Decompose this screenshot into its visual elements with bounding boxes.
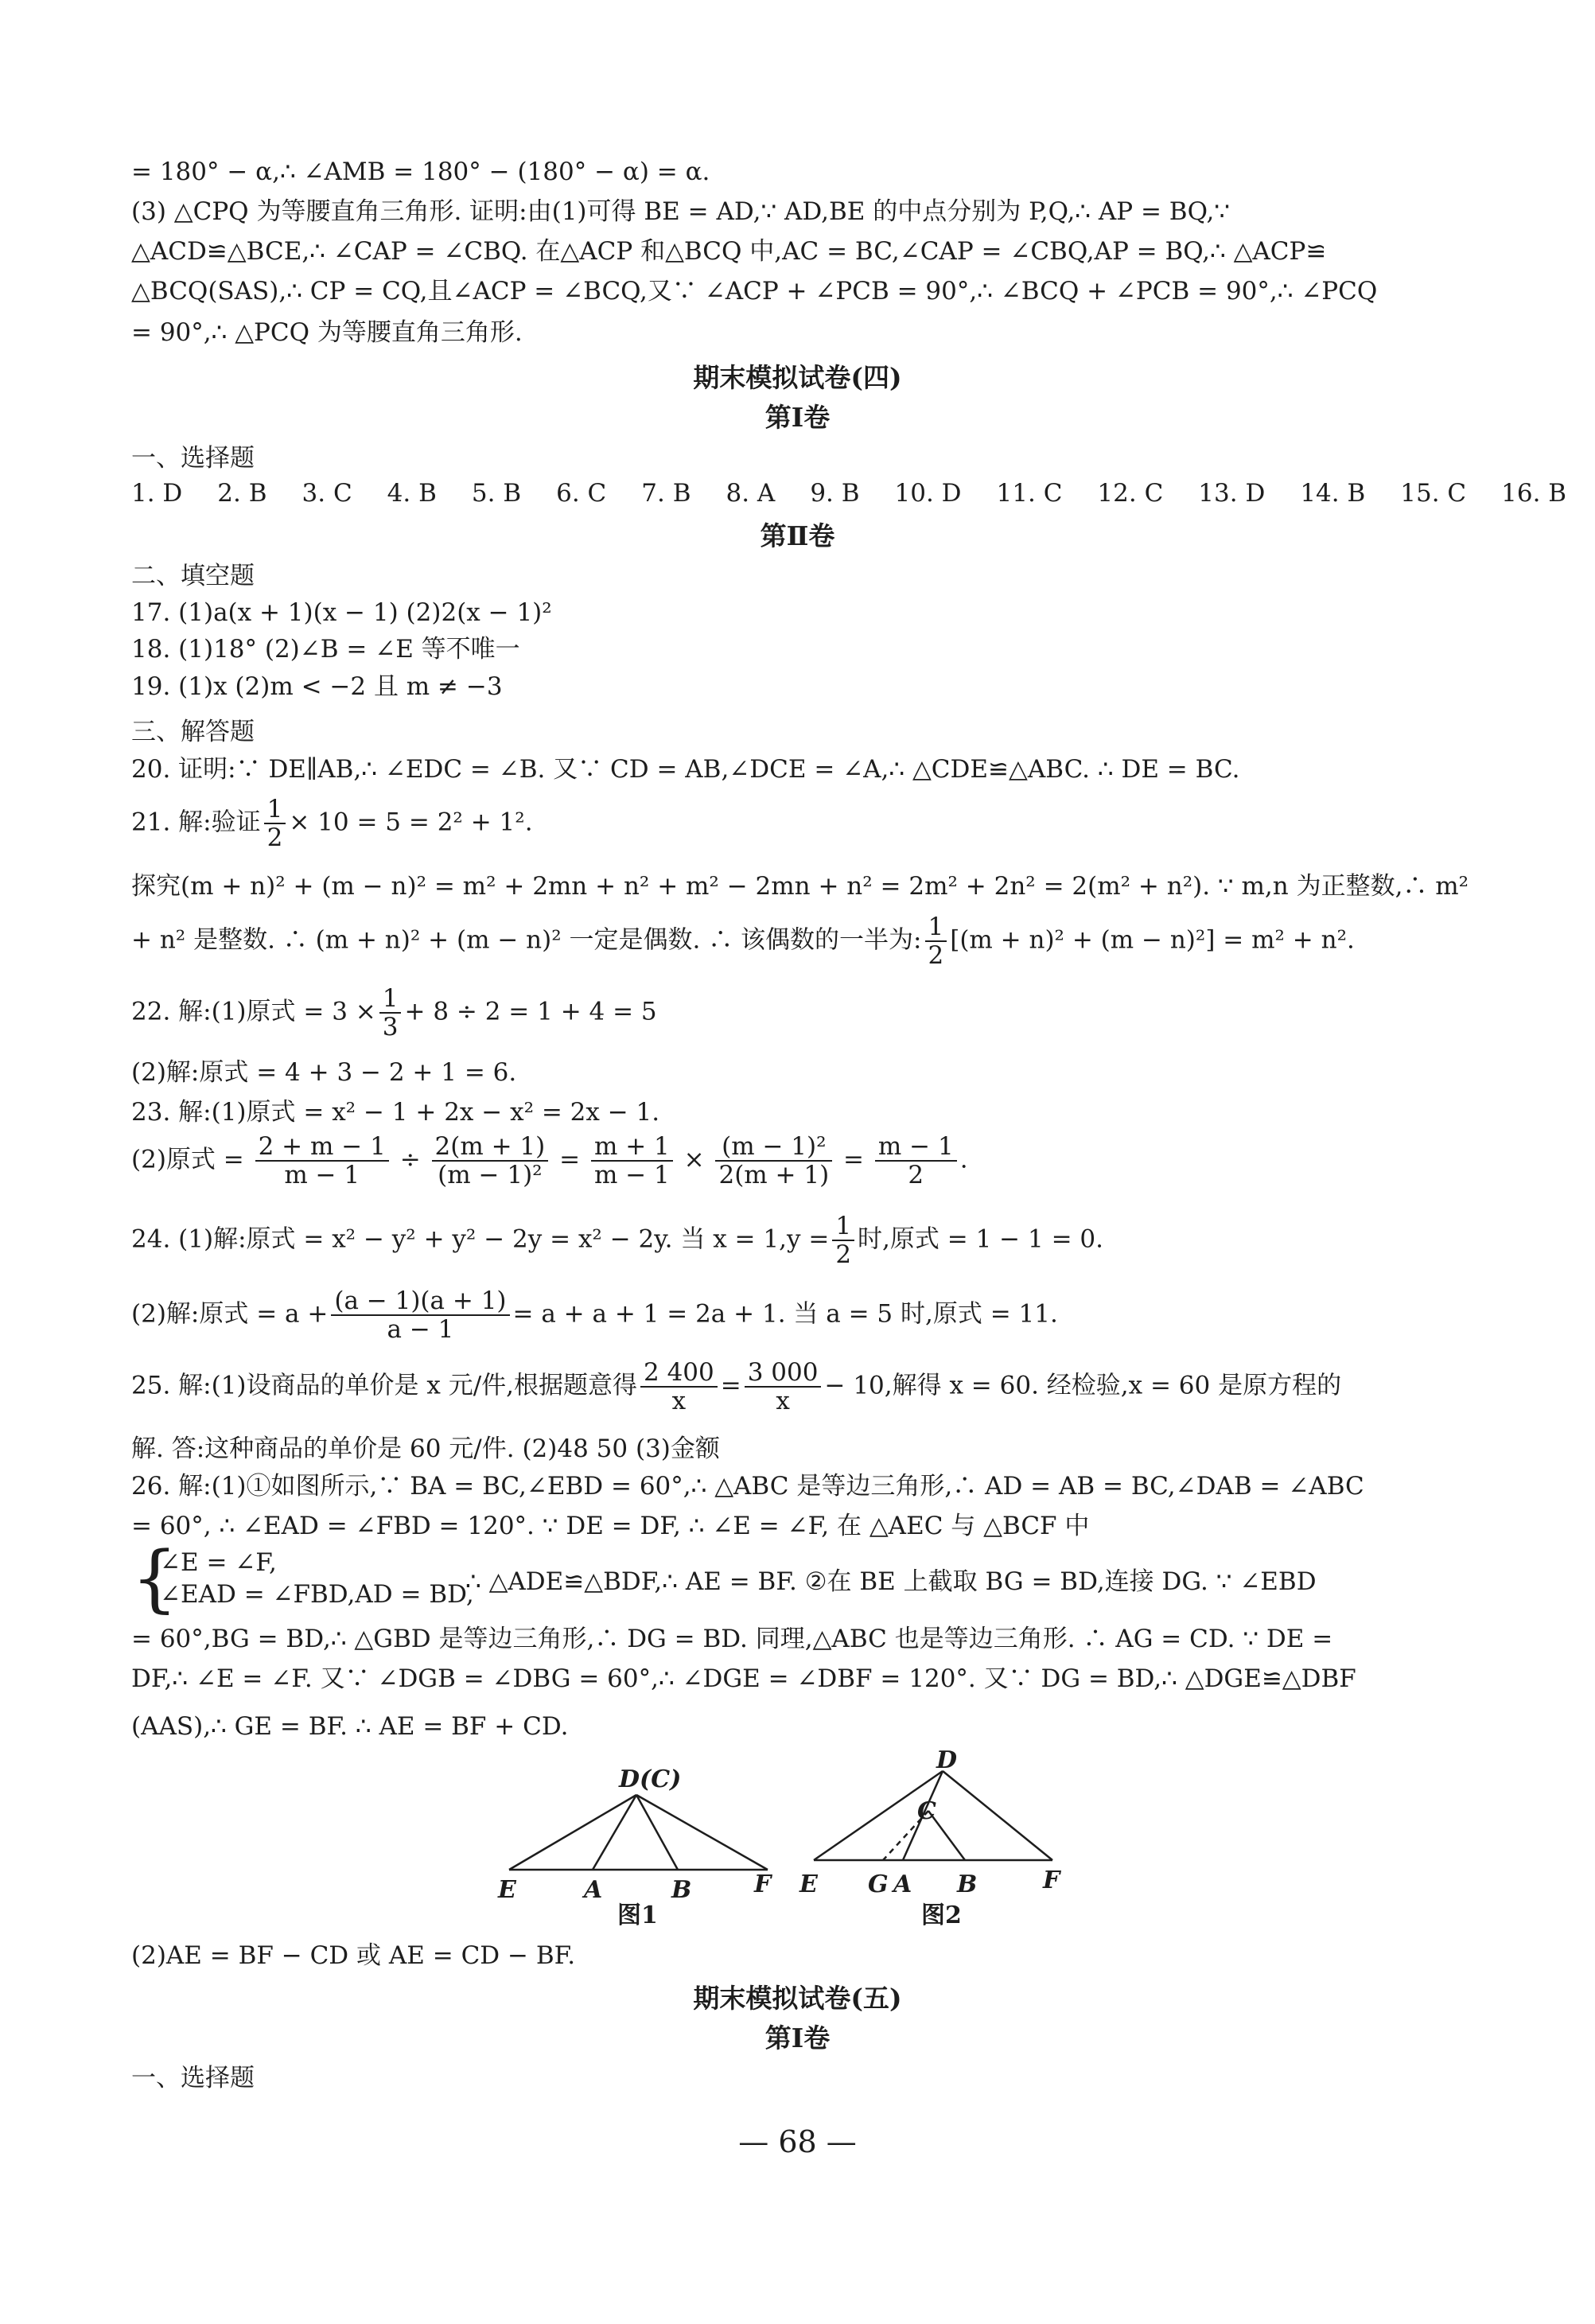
fraction: $\frac{\text{(m − 1)²}}{2(m + 1)}$ — [715, 1133, 832, 1189]
vertex-label: A — [893, 1870, 912, 1898]
part-heading: 第Ⅰ卷 — [764, 2022, 831, 2053]
fraction: $\frac{1}{2}$ — [925, 913, 947, 969]
question-21-line-2: 探究(m + n)² + (m − n)² = m² + 2mn + n² + m² − 2mn + n² = 2m² + 2n² = 2(m² + n²). ∵ m,n 为正整数,∴ m² — [131, 872, 1469, 901]
answer-item: 13. D — [1198, 479, 1266, 508]
vertex-label: B — [671, 1876, 692, 1904]
question-24-line-1: 24. (1)解:原式 = x² − y² + y² − 2y = x² − 2y. 当 x = 1,y = $\frac{1}{2}$ 时,原式 = 1 − 1 = 0. — [131, 1212, 1103, 1269]
answer-item: 10. D — [894, 479, 962, 508]
exam-title: 期末模拟试卷(五) — [693, 1983, 902, 2014]
section-heading: 一、选择题 — [131, 2064, 255, 2092]
fraction: $\frac{(a - 1)(a + 1)}{a - 1}$ — [331, 1287, 509, 1343]
answer-item: 7. B — [641, 479, 691, 508]
question-26-line-3: ∴ △ADE≌△BDF,∴ AE = BF. ②在 BE 上截取 BG = BD,连接 DG. ∵ ∠EBD — [465, 1567, 1317, 1596]
question-22-line-1: 22. 解:(1)原式 = 3 × $\frac{1}{3}$ + 8 ÷ 2 = 1 + 4 = 5 — [131, 984, 657, 1041]
part-heading: 第Ⅱ卷 — [760, 520, 835, 551]
figure-caption: 图1 — [617, 1902, 658, 1929]
answer-item: 4. B — [387, 479, 437, 508]
question-26-line-5: DF,∴ ∠E = ∠F. 又∵ ∠DGB = ∠DBG = 60°,∴ ∠DGE = ∠DBF = 120°. 又∵ DG = BD,∴ △DGE≌△DBF — [131, 1664, 1356, 1693]
fraction: $\frac{1}{3}$ — [379, 985, 402, 1041]
exam-title: 期末模拟试卷(四) — [693, 362, 902, 393]
fraction: $\frac{2(m + 1)}{\text{(m − 1)²}}$ — [432, 1133, 549, 1189]
question-21-line-1: 21. 解:验证 $\frac{1}{2}$ × 10 = 5 = 2² + 1². — [131, 795, 533, 852]
figure-caption: 图2 — [921, 1902, 962, 1929]
vertex-label: F — [754, 1870, 772, 1898]
section-heading: 一、选择题 — [131, 444, 255, 473]
fraction: $\frac{1}{2}$ — [832, 1213, 854, 1268]
fraction: $\frac{2 400}{x}$ — [640, 1359, 718, 1415]
figure-1 — [493, 1758, 788, 1909]
question-26-line-4: = 60°,BG = BD,∴ △GBD 是等边三角形,∴ DG = BD. 同理,△ABC 也是等边三角形. ∴ AG = CD. ∵ DE = — [131, 1625, 1333, 1653]
vertex-label: D — [936, 1749, 958, 1774]
question-23-line-1: 23. 解:(1)原式 = x² − 1 + 2x − x² = 2x − 1. — [131, 1098, 660, 1127]
vertex-label: F — [1043, 1867, 1060, 1894]
answer-item: 12. C — [1097, 479, 1164, 508]
vertex-label: A — [584, 1876, 603, 1904]
fraction: $\frac{2 + m - 1}{m - 1}$ — [255, 1133, 389, 1189]
part-heading: 第Ⅰ卷 — [764, 402, 831, 433]
vertex-label: G — [868, 1870, 889, 1898]
answer-item: 1. D — [131, 479, 183, 508]
question-25-line-2: 解. 答:这种商品的单价是 60 元/件. (2)48 50 (3)金额 — [131, 1434, 720, 1463]
answer-item: 5. B — [471, 479, 522, 508]
text-line: (3) △CPQ 为等腰直角三角形. 证明:由(1)可得 BE = AD,∵ AD,BE 的中点分别为 P,Q,∴ AP = BQ,∵ — [131, 197, 1231, 226]
question-26-line-2: = 60°, ∴ ∠EAD = ∠FBD = 120°. ∵ DE = DF, ∴ ∠E = ∠F, 在 △AEC 与 △BCF 中 — [131, 1512, 1090, 1540]
answer-item: 8. A — [726, 479, 776, 508]
answer-row — [131, 477, 1595, 509]
question-23-line-2: (2)原式 = $\frac{2 + m - 1}{m - 1}$ ÷ $\frac{2(m + 1)}{\text{(m − 1)²}}$ = $\frac{m + 1}{m - 1}$ × $\frac{\text{(m − 1)²}}{2(m + 1)}$ = $\frac{m - 1}{2}$ . — [131, 1132, 968, 1189]
question-18: 18. (1)18° (2)∠B = ∠E 等不唯一 — [131, 635, 520, 664]
fraction: $\frac{3 000}{x}$ — [745, 1359, 822, 1415]
page-number: — 68 — — [738, 2124, 857, 2159]
answer-item: 9. B — [810, 479, 860, 508]
vertex-label: B — [957, 1870, 978, 1898]
answer-item: 15. C — [1400, 479, 1467, 508]
answer-item: 16. B — [1501, 479, 1567, 508]
figure-2 — [792, 1749, 1078, 1908]
answer-item: 11. C — [996, 479, 1063, 508]
vertex-label: E — [799, 1870, 818, 1898]
question-17: 17. (1)a(x + 1)(x − 1) (2)2(x − 1)² — [131, 598, 552, 627]
answer-item: 3. C — [301, 479, 352, 508]
fraction: $\frac{m + 1}{m - 1}$ — [591, 1133, 673, 1189]
answer-item: 14. B — [1300, 479, 1366, 508]
question-26-line-1: 26. 解:(1)①如图所示,∵ BA = BC,∠EBD = 60°,∴ △ABC 是等边三角形,∴ AD = AB = BC,∠DAB = ∠ABC — [131, 1472, 1364, 1501]
vertex-label: E — [498, 1876, 516, 1904]
question-20: 20. 证明:∵ DE∥AB,∴ ∠EDC = ∠B. 又∵ CD = AB,∠DCE = ∠A,∴ △CDE≌△ABC. ∴ DE = BC. — [131, 755, 1240, 784]
answer-item: 6. C — [556, 479, 607, 508]
question-22-line-2: (2)解:原式 = 4 + 3 − 2 + 1 = 6. — [131, 1058, 517, 1087]
question-26-line-6: (AAS),∴ GE = BF. ∴ AE = BF + CD. — [131, 1712, 569, 1741]
fraction: $\frac{m - 1}{2}$ — [875, 1133, 957, 1189]
section-heading: 二、填空题 — [131, 562, 255, 590]
fraction: $\frac{1}{2}$ — [264, 796, 286, 851]
vertex-label: C — [917, 1797, 936, 1825]
vertex-label: D(C) — [619, 1765, 682, 1793]
answer-item: 2. B — [217, 479, 267, 508]
text-line: △BCQ(SAS),∴ CP = CQ,且∠ACP = ∠BCQ,又∵ ∠ACP + ∠PCB = 90°,∴ ∠BCQ + ∠PCB = 90°,∴ ∠PCQ — [131, 277, 1378, 306]
question-24-line-2: (2)解:原式 = a + $\frac{(a - 1)(a + 1)}{a - 1}$ = a + a + 1 = 2a + 1. 当 a = 5 时,原式 = 11. — [131, 1287, 1058, 1344]
text-line: △ACD≌△BCE,∴ ∠CAP = ∠CBQ. 在△ACP 和△BCQ 中,AC = BC,∠CAP = ∠CBQ,AP = BQ,∴ △ACP≌ — [131, 237, 1327, 266]
text-line: = 90°,∴ △PCQ 为等腰直角三角形. — [131, 318, 523, 347]
question-25-line-1: 25. 解:(1)设商品的单价是 x 元/件,根据题意得 $\frac{2 400}{x}$ = $\frac{3 000}{x}$ − 10,解得 x = 60. 经检验,x = 60 是原方程的 — [131, 1358, 1342, 1415]
question-21-line-3: + n² 是整数. ∴ (m + n)² + (m − n)² 一定是偶数. ∴ 该偶数的一半为: $\frac{1}{2}$ [(m + n)² + (m − n)²] = m² + n². — [131, 913, 1355, 970]
question-19: 19. (1)x (2)m < −2 且 m ≠ −3 — [131, 672, 503, 701]
question-26-part-2: (2)AE = BF − CD 或 AE = CD − BF. — [131, 1941, 576, 1970]
section-heading: 三、解答题 — [131, 718, 255, 746]
text-line: = 180° − α,∴ ∠AMB = 180° − (180° − α) = α. — [131, 158, 710, 186]
